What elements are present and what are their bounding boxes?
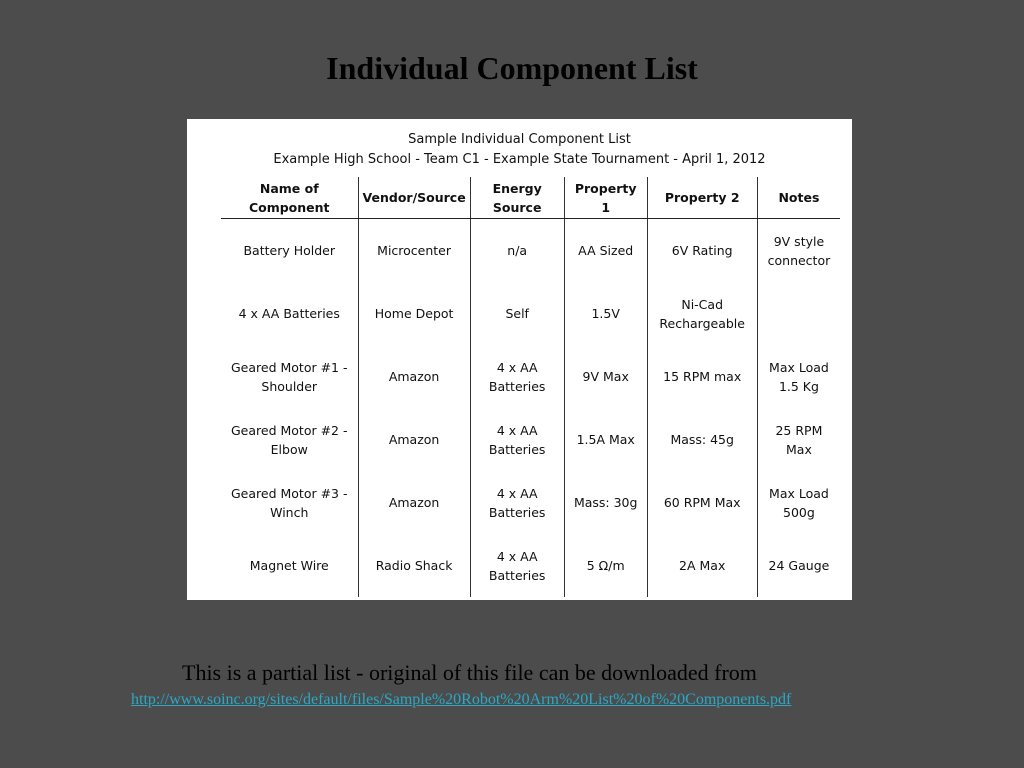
table-cell: Magnet Wire bbox=[249, 558, 329, 573]
table-cell: 1.5A Max bbox=[564, 408, 647, 471]
footer-note: This is a partial list - original of this file can be downloaded from bbox=[182, 660, 757, 685]
table-row bbox=[221, 345, 840, 408]
table-cell: 4 x AA Batteries bbox=[238, 306, 340, 321]
table-row bbox=[221, 282, 840, 345]
table-cell: 24 Gauge bbox=[757, 534, 840, 597]
table-subheading: Example High School - Team C1 - Example State Tournament - April 1, 2012 bbox=[273, 152, 766, 167]
table-cell: AA Sized bbox=[564, 219, 647, 283]
table-row bbox=[221, 471, 840, 534]
column-header: Property 1 bbox=[564, 177, 647, 219]
slide-title: Individual Component List bbox=[326, 50, 698, 86]
table-row bbox=[221, 219, 840, 283]
table-cell: 2A Max bbox=[647, 534, 757, 597]
table-cell: 1.5V bbox=[564, 282, 647, 345]
table-body bbox=[221, 219, 840, 598]
table-cell: 4 x AA Batteries bbox=[470, 345, 564, 408]
table-row bbox=[221, 534, 840, 597]
table-cell: 4 x AA Batteries bbox=[470, 534, 564, 597]
table-cell: 4 x AA Batteries bbox=[470, 408, 564, 471]
table-cell: Geared Motor #1 - Shoulder bbox=[230, 359, 348, 394]
table-cell: Battery Holder bbox=[243, 243, 336, 258]
table-cell: n/a bbox=[470, 219, 564, 283]
column-header: Vendor/Source bbox=[358, 177, 470, 219]
table-cell: Self bbox=[470, 282, 564, 345]
table-cell: 25 RPM Max bbox=[757, 408, 840, 471]
table-cell: Geared Motor #3 - Winch bbox=[230, 485, 348, 520]
table-cell: 15 RPM max bbox=[647, 345, 757, 408]
table-cell: Radio Shack bbox=[358, 534, 470, 597]
table-cell: 5 Ω/m bbox=[564, 534, 647, 597]
component-table bbox=[221, 177, 840, 597]
column-header: Energy Source bbox=[470, 177, 564, 219]
column-header: Name of Component bbox=[221, 177, 358, 219]
table-cell: 6V Rating bbox=[647, 219, 757, 283]
table-cell: 60 RPM Max bbox=[647, 471, 757, 534]
column-header: Notes bbox=[757, 177, 840, 219]
table-cell: Geared Motor #2 - Elbow bbox=[230, 422, 348, 457]
table-cell: Max Load 1.5 Kg bbox=[757, 345, 840, 408]
table-cell: Amazon bbox=[358, 471, 470, 534]
download-link[interactable]: http://www.soinc.org/sites/default/files/Sample%20Robot%20Arm%20List%20of%20Components.pdf bbox=[131, 691, 792, 708]
table-header-row bbox=[221, 177, 840, 219]
table-row bbox=[221, 408, 840, 471]
table-cell: Amazon bbox=[358, 408, 470, 471]
table-cell: 4 x AA Batteries bbox=[470, 471, 564, 534]
table-cell: Mass: 45g bbox=[647, 408, 757, 471]
table-heading: Sample Individual Component List bbox=[408, 132, 631, 147]
table-cell: 9V style connector bbox=[757, 219, 840, 283]
table-cell: Max Load 500g bbox=[757, 471, 840, 534]
table-cell: Amazon bbox=[358, 345, 470, 408]
table-cell bbox=[757, 282, 840, 345]
table-cell: Home Depot bbox=[358, 282, 470, 345]
table-cell: Microcenter bbox=[358, 219, 470, 283]
component-table-image bbox=[187, 119, 852, 600]
table-cell: Mass: 30g bbox=[564, 471, 647, 534]
table-cell: Ni-Cad Rechargeable bbox=[647, 282, 757, 345]
table-cell: 9V Max bbox=[564, 345, 647, 408]
column-header: Property 2 bbox=[647, 177, 757, 219]
